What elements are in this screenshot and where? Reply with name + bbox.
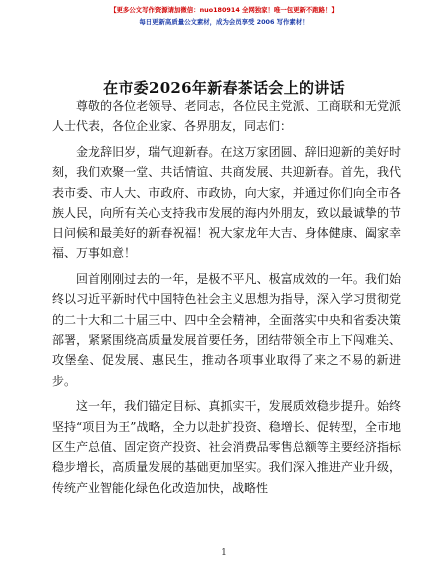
paragraph-review: 回首刚刚过去的一年，是极不平凡、极富成效的一年。我们始终以习近平新时代中国特色社会主义思想为指导，深入学习贯彻党的二十大和二十届三中、四中全会精神，全面落实中央和省委决策部署，紧紧围绕高质量发展首要任务，团结带领全市上下闯难关、攻堡垒、促发展、惠民生，推动各项事业取得了来之不易的新进步。 [52,272,401,388]
document-title: 在市委2026年新春茶话会上的讲话 [103,79,345,97]
document-body [52,96,401,503]
paragraph-greeting: 金龙辞旧岁，瑞气迎新春。在这万家团圆、辞旧迎新的美好时刻，我们欢聚一堂、共话情谊、共商发展、共迎新春。首先，我代表市委、市人大、市政府、市政协，向大家，并通过你们向全市各族人民，向所有关心支持我市发展的海内外朋友，致以最诚挚的节日问候和最美好的新春祝福！祝大家龙年大吉、身体健康、阖家幸福、万事如意！ [52,144,401,261]
promo-banner-top: 【更多公文写作资源请加微信：nuo180914 全网独家！唯一包更新不跑路！】 [110,6,338,14]
page-number: 1 [221,548,227,558]
paragraph-salutation: 尊敬的各位老领导、老同志，各位民主党派、工商联和无党派人士代表，各位企业家、各界朋友，同志们： [52,99,401,134]
paragraph-achievements: 这一年，我们锚定目标、真抓实干，发展质效稳步提升。始终坚持“项目为王”战略，全力以赴扩投资、稳增长、促转型，全市地区生产总值、固定资产投资、社会消费品零售总额等主要经济指标稳步增长，高质量发展的基础更加坚实。我们深入推进产业升级，传统产业智能化绿色化改造加快，战略性 [52,399,401,495]
promo-banner-sub: 每日更新高质量公文素材，成为会员享受 2006 写作素材！ [139,18,309,26]
